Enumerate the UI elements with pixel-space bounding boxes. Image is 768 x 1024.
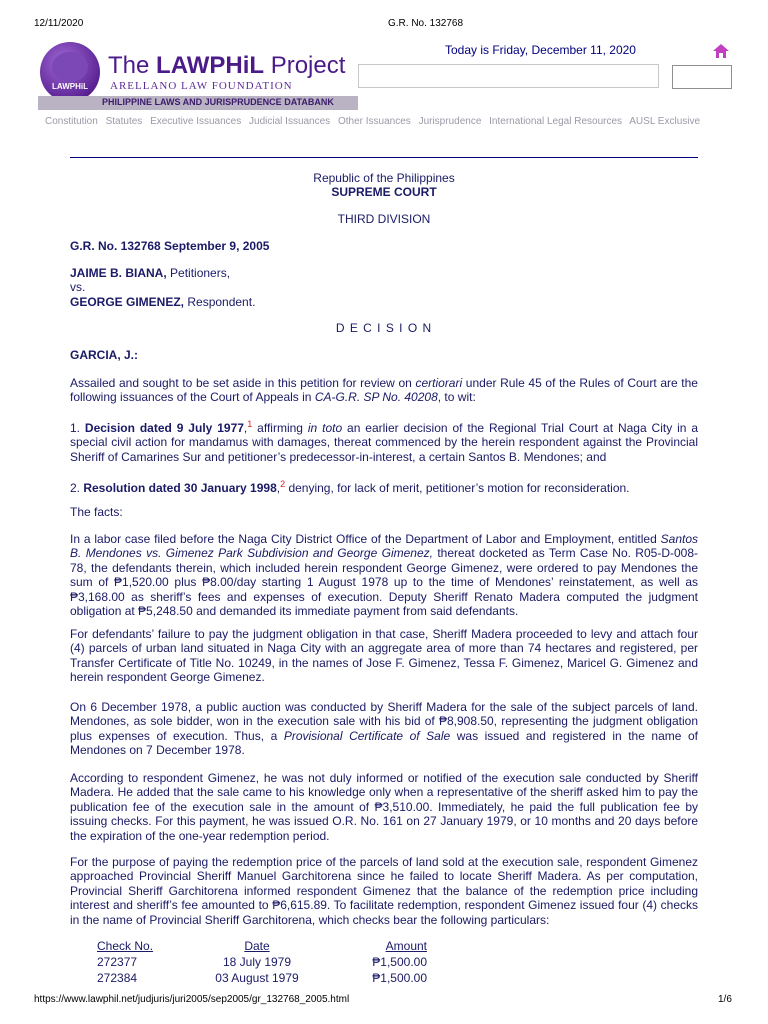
nav-executive-issuances[interactable]: Executive Issuances [150, 116, 242, 127]
division-name: THIRD DIVISION [337, 212, 431, 226]
paragraph-levy: For defendants’ failure to pay the judgment obligation in that case, Sheriff Madera proceeded to levy and attach four (4) parcels of urban land situated in Naga City with an aggregate area of more than 74 hectares and registered, per Transfer Certificate of Title No. 10249, in the names of Jose F. Gimenez, Tessa F. Gimenez, Maricel G. Gimenez and herein respondent George Gimenez. [70, 627, 698, 685]
paragraph-labor-case: In a labor case filed before the Naga City District Office of the Department of Labor and Employment, entitled Santos B. Mendones vs. Gimenez Park Subdivision and George Gimenez, thereat docketed as Term Case No. R05-D-008-78, the defendants therein, which included herein respondent George Gimenez, were ordered to pay Mendones the sum of ₱1,520.00 plus ₱8.00/day starting 1 August 1978 up to the time of Mendones’ reinstatement, as well as ₱3,168.00 as sheriff’s fees and expenses of execution. Deputy Sheriff Renato Madera computed the judgment obligation at ₱5,248.50 and demanded its immediate payment from said defendants. [70, 532, 699, 619]
court-name: SUPREME COURT [331, 185, 437, 199]
site-title[interactable] [108, 52, 345, 80]
petitioner-role: Petitioners, [166, 266, 231, 280]
col-date: Date [244, 939, 270, 953]
logo-band [38, 96, 358, 110]
site-title-bold: LAWPHiL [156, 52, 265, 79]
col-amount: Amount [385, 939, 427, 953]
today-date: Today is Friday, December 11, 2020 [445, 43, 636, 57]
col-check-no: Check No. [97, 939, 154, 953]
versus: vs. [70, 280, 86, 295]
table-row [97, 954, 427, 970]
nav-statutes[interactable]: Statutes [105, 116, 143, 127]
cell-date: 03 August 1979 [215, 971, 299, 985]
petitioner-name: JAIME B. BIANA, [70, 266, 167, 280]
checks-table [97, 938, 427, 986]
respondent-role: Respondent. [184, 294, 256, 309]
divider [70, 157, 698, 158]
scales-of-justice-icon [52, 52, 88, 82]
cell-date: 18 July 1979 [222, 955, 292, 969]
nav-jurisprudence[interactable]: Jurisprudence [418, 116, 482, 127]
footnote-1-link[interactable]: 1 [247, 419, 253, 429]
facts-label: The facts: [70, 505, 123, 519]
cell-check-no: 272377 [97, 955, 138, 969]
site-title-post: Project [264, 52, 346, 79]
respondent-name: GEORGE GIMENEZ, [70, 294, 185, 309]
nav-constitution[interactable]: Constitution [45, 116, 98, 127]
cell-amount: ₱1,500.00 [372, 971, 427, 985]
search-input[interactable] [358, 64, 659, 88]
nav-other-issuances[interactable]: Other Issuances [337, 116, 411, 127]
nav-international-legal-resources[interactable]: International Legal Resources [489, 116, 623, 127]
page-number: 1/6 [718, 994, 732, 1005]
print-title: G.R. No. 132768 [388, 18, 464, 29]
nav-judicial-issuances[interactable]: Judicial Issuances [249, 116, 331, 127]
table-row [97, 970, 427, 986]
logo-seal-text: LAWPHiL [52, 82, 88, 91]
cell-check-no: 272384 [97, 971, 138, 985]
republic-line: Republic of the Philippines [313, 171, 455, 185]
gr-number: G.R. No. 132768 September 9, 2005 [70, 239, 270, 253]
item-decision: 1. Decision dated 9 July 1977,$^1$ affirming in toto an earlier decision of the Regional Trial Court at Naga City in a special civil action for mandamus with damages, thereat commenced by the herein respondent against the Provincial Sheriff of Camarines Sur and petitioner’s predecessor-in-interest, a certain Santos B. Mendones; and [70, 419, 699, 464]
paragraph-notice: According to respondent Gimenez, he was not duly informed or notified of the execution sale conducted by Sheriff Madera. He added that the sale came to his knowledge only when a representative of the sheriff asked him to pay the publication fee of the execution sale in the amount of ₱3,510.00. Immediately, he paid the full publication fee by issuing checks. For this payment, he was issued O.R. No. 161 on 27 January 1979, or 10 months and 20 days before the expiration of the one-year redemption period. [70, 771, 698, 843]
search-button[interactable] [672, 65, 732, 89]
logo-band-text: PHILIPPINE LAWS AND JURISPRUDENCE DATABANK [102, 97, 334, 107]
cell-amount: ₱1,500.00 [372, 955, 427, 969]
home-icon[interactable] [712, 43, 730, 59]
footer-url: https://www.lawphil.net/judjuris/juri2005/sep2005/gr_132768_2005.html [34, 994, 350, 1005]
site-title-pre: The [108, 52, 157, 79]
ponente: GARCIA, J.: [70, 348, 139, 362]
paragraph-auction: On 6 December 1978, a public auction was conducted by Sheriff Madera for the sale of the subject parcels of land. Mendones, as sole bidder, won in the execution sale with his bid of ₱8,908.50, representing the judgment obligation plus expenses of execution. Thus, a Provisional Certificate of Sale was issued and registered in the name of Mendones on 7 December 1978. [70, 700, 698, 758]
table-header-row [97, 938, 427, 954]
nav-ausl-exclusive[interactable]: AUSL Exclusive [629, 116, 701, 127]
parties [70, 266, 698, 309]
site-subtitle: ARELLANO LAW FOUNDATION [110, 80, 293, 92]
lawphil-logo[interactable] [40, 42, 100, 102]
paragraph-redemption: For the purpose of paying the redemption price of the parcels of land sold at the execution sale, respondent Gimenez approached Provincial Sheriff Manuel Garchitorena since he failed to locate Sheriff Madera. As per computation, Provincial Sheriff Garchitorena informed respondent Gimenez that the balance of the redemption price including interest and sheriff’s fee amounted to ₱6,615.89. To facilitate redemption, respondent Gimenez issued four (4) checks in the name of Provincial Sheriff Garchitorena, which checks bear the following particulars: [70, 855, 698, 927]
main-nav [45, 116, 735, 127]
footnote-2-link[interactable]: 2 [280, 479, 286, 489]
decision-heading: D E C I S I O N [335, 321, 433, 335]
item-resolution: 2. Resolution dated 30 January 1998,$^2$ denying, for lack of merit, petitioner’s motion for reconsideration. [70, 479, 630, 495]
print-date: 12/11/2020 [34, 18, 84, 29]
paragraph-intro: Assailed and sought to be set aside in this petition for review on certiorari under Rule 45 of the Rules of Court are the following issuances of the Court of Appeals in CA-G.R. SP No. 40208, to wit: [70, 376, 698, 405]
